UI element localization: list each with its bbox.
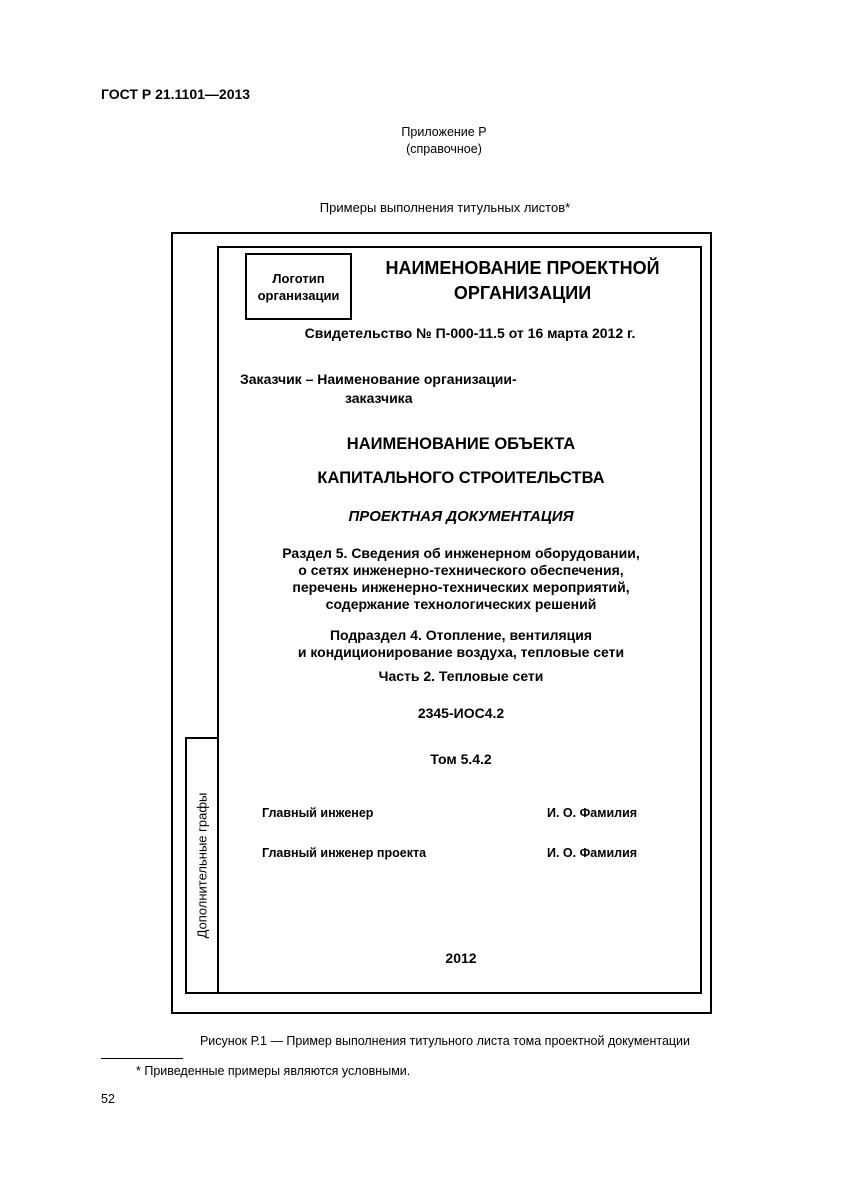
customer-line-1: Заказчик – Наименование организации-	[240, 371, 517, 387]
section-line-3: перечень инженерно-технических мероприятий,	[292, 579, 630, 595]
logo-line-2: организации	[257, 287, 340, 303]
appendix-title	[344, 124, 544, 158]
object-name-line-2: КАПИТАЛЬНОГО СТРОИТЕЛЬСТВА	[317, 469, 605, 487]
organization-name	[360, 256, 685, 306]
logo-line-1: Логотип	[272, 270, 325, 286]
signature-name-chief-project-engineer: И. О. Фамилия	[547, 846, 638, 860]
organization-name-line-2: ОРГАНИЗАЦИИ	[453, 283, 592, 303]
object-name-line-1: НАИМЕНОВАНИЕ ОБЪЕКТА	[346, 435, 576, 453]
construction-object-name	[222, 427, 700, 495]
section-line-1: Раздел 5. Сведения об инженерном оборудовании,	[282, 545, 640, 561]
volume-number: Том 5.4.2	[430, 751, 492, 767]
title-sheet-inner-frame	[217, 246, 702, 994]
documentation-type: ПРОЕКТНАЯ ДОКУМЕНТАЦИЯ	[348, 508, 574, 525]
footnote-divider	[101, 1058, 183, 1059]
section-description	[222, 545, 700, 613]
footnote: * Приведенные примеры являются условными.	[136, 1064, 411, 1078]
subsection-line-2: и кондиционирование воздуха, тепловые сети	[297, 644, 625, 660]
year: 2012	[445, 950, 477, 966]
customer-line-2: заказчика	[345, 390, 413, 406]
signature-role-chief-engineer: Главный инженер	[262, 806, 374, 820]
part-description: Часть 2. Тепловые сети	[378, 668, 544, 684]
subsection-line-1: Подраздел 4. Отопление, вентиляция	[329, 627, 593, 643]
certificate-line: Свидетельство № П-000-11.5 от 16 марта 2012 г.	[304, 325, 636, 341]
side-columns-label-text: Дополнительные графы	[194, 792, 210, 939]
document-standard-header: ГОСТ Р 21.1101—2013	[101, 86, 251, 102]
organization-name-line-1: НАИМЕНОВАНИЕ ПРОЕКТНОЙ	[385, 258, 660, 278]
document-code: 2345-ИОС4.2	[417, 705, 505, 721]
figure-caption: Рисунок Р.1 — Пример выполнения титульного листа тома проектной документации	[199, 1034, 691, 1048]
figure-heading: Примеры выполнения титульных листов*	[319, 200, 571, 215]
signature-name-chief-engineer: И. О. Фамилия	[547, 806, 638, 820]
signature-role-chief-project-engineer: Главный инженер проекта	[262, 846, 427, 860]
section-line-4: содержание технологических решений	[325, 596, 597, 612]
section-line-2: о сетях инженерно-технического обеспечения,	[298, 562, 624, 578]
subsection-description	[222, 627, 700, 661]
side-columns-label	[184, 737, 220, 994]
appendix-subtitle: (справочное)	[406, 142, 482, 156]
page-number: 52	[101, 1092, 115, 1106]
appendix-title-line: Приложение Р	[401, 125, 487, 139]
organization-logo-placeholder	[245, 253, 352, 320]
